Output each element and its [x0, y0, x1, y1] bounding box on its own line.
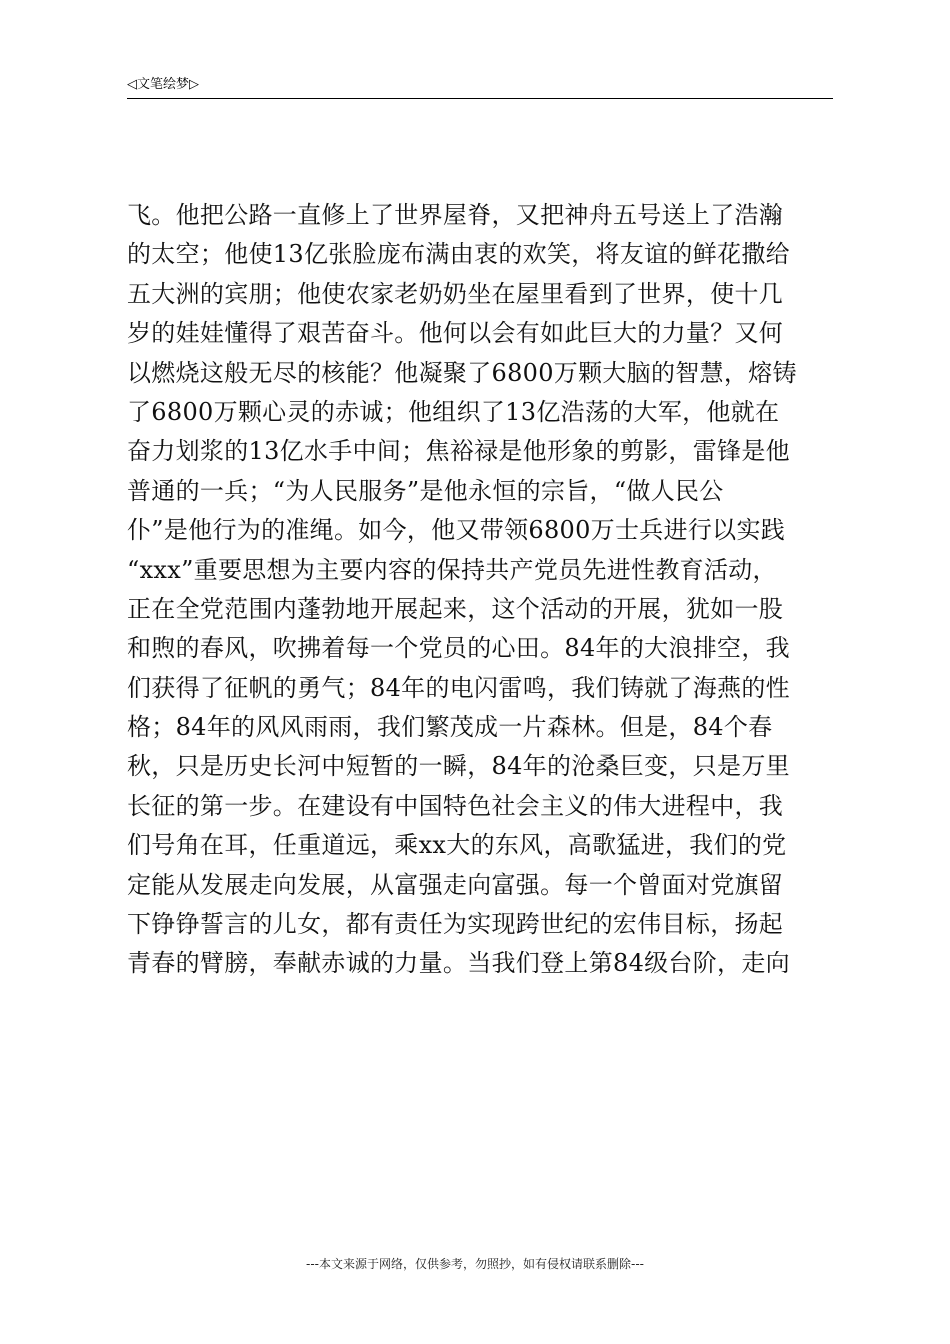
body-line: 岁的娃娃懂得了艰苦奋斗。他何以会有如此巨大的力量？又何: [127, 319, 784, 348]
body-line: 们获得了征帆的勇气；84年的电闪雷鸣，我们铸就了海燕的性: [127, 673, 790, 702]
body-line: 以燃烧这般无尽的核能？他凝聚了6800万颗大脑的智慧，熔铸: [127, 358, 797, 387]
body-line: 正在全党范围内蓬勃地开展起来，这个活动的开展，犹如一股: [127, 594, 784, 623]
body-line: 飞。他把公路一直修上了世界屋脊，又把神舟五号送上了浩瀚: [127, 201, 784, 229]
body-line: 奋力划浆的13亿水手中间；焦裕禄是他形象的剪影，雷锋是他: [127, 437, 790, 466]
body-line: 定能从发展走向发展，从富强走向富强。每一个曾面对党旗留: [127, 870, 784, 899]
page-footer: ---本文来源于网络，仅供参考，勿照抄，如有侵权请联系删除---: [306, 1257, 644, 1271]
body-line: 和煦的春风，吹拂着每一个党员的心田。84年的大浪排空，我: [127, 634, 790, 663]
article-body: [127, 196, 837, 984]
body-line: 普通的一兵；“为人民服务”是他永恒的宗旨，“做人民公: [127, 476, 724, 505]
body-line: 下铮铮誓言的儿女，都有责任为实现跨世纪的宏伟目标，扬起: [127, 910, 784, 939]
body-line: “xxx”重要思想为主要内容的保持共产党员先进性教育活动，: [127, 555, 777, 584]
body-line: 五大洲的宾朋；他使农家老奶奶坐在屋里看到了世界，使十几: [127, 279, 784, 308]
body-line: 长征的第一步。在建设有中国特色社会主义的伟大进程中，我: [127, 791, 784, 820]
body-line: 们号角在耳，任重道远，乘xx大的东风，高歌猛进，我们的党: [127, 831, 787, 860]
body-line: 了6800万颗心灵的赤诚；他组织了13亿浩荡的大军，他就在: [127, 397, 780, 426]
body-line: 的太空；他使13亿张脸庞布满由衷的欢笑，将友谊的鲜花撒给: [127, 240, 790, 269]
body-line: 仆”是他行为的准绳。如今，他又带领6800万士兵进行以实践: [127, 516, 786, 545]
header-title: ◁文笔绘梦▷: [127, 77, 199, 92]
page-header: [127, 76, 833, 99]
body-line: 秋，只是历史长河中短暂的一瞬，84年的沧桑巨变，只是万里: [127, 752, 790, 781]
body-line: 格；84年的风风雨雨，我们繁茂成一片森林。但是，84个春: [127, 713, 773, 742]
body-line: 青春的臂膀，奉献赤诚的力量。当我们登上第84级台阶，走向: [127, 949, 790, 978]
